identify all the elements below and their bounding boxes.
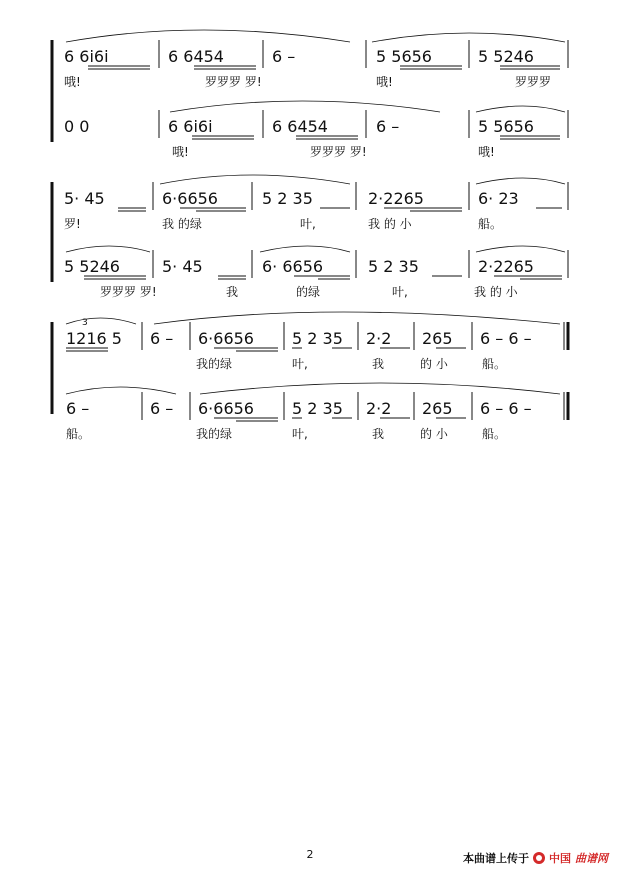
lyric: 叶,: [292, 357, 308, 371]
staff-1-upper: [64, 30, 565, 89]
measure-notes: 5 5656: [478, 117, 534, 136]
lyric: 的 小: [420, 427, 448, 441]
footer-brand-cn: 中国: [549, 852, 571, 865]
measure-notes: 5 2 35: [368, 257, 419, 276]
lyric: 我: [226, 285, 239, 299]
measure-notes: 5 5246: [64, 257, 120, 276]
measure-notes: 6 –: [272, 47, 296, 66]
lyric: 罗罗罗 罗!: [100, 285, 157, 299]
tuplet-mark: 3: [82, 318, 88, 328]
measure-notes: 6·6656: [162, 189, 218, 208]
lyric: 罗罗罗: [515, 75, 552, 89]
system-2: [52, 175, 568, 299]
system-3: [52, 312, 568, 441]
lyric: 哦!: [376, 75, 393, 89]
lyric: 我 的绿: [162, 217, 202, 231]
measure-notes: 5 2 35: [292, 329, 343, 348]
measure-notes: 6· 6656: [262, 257, 324, 276]
lyric: 哦!: [172, 145, 189, 159]
measure-notes: 6· 23: [478, 189, 519, 208]
staff-2-lower: [64, 246, 565, 299]
measure-notes: 2·2: [366, 329, 392, 348]
lyric: 叶,: [292, 427, 308, 441]
site-logo-icon: [533, 852, 545, 864]
lyric: 罗!: [64, 217, 81, 231]
lyric: 我的绿: [196, 427, 233, 441]
measure-notes: 6 – 6 –: [480, 399, 532, 418]
measure-notes: 5 2 35: [262, 189, 313, 208]
lyric: 我 的 小: [368, 217, 412, 231]
measure-notes: 5 5246: [478, 47, 534, 66]
lyric: 船。: [66, 427, 91, 441]
footer-brand-site: 曲谱网: [575, 852, 608, 865]
measure-notes: 6 –: [150, 329, 174, 348]
measure-notes: 265: [422, 329, 453, 348]
lyric: 的绿: [296, 285, 321, 299]
measure-notes: 6 6454: [168, 47, 224, 66]
lyric: 船。: [482, 427, 507, 441]
lyric: 哦!: [478, 145, 495, 159]
measure-notes: 265: [422, 399, 453, 418]
lyric: 叶,: [392, 285, 408, 299]
measure-notes: 5 2 35: [292, 399, 343, 418]
lyric: 我的绿: [196, 357, 233, 371]
lyric: 罗罗罗 罗!: [205, 75, 262, 89]
staff-3-upper: [66, 312, 560, 371]
measure-notes: 6 6454: [272, 117, 328, 136]
footer-credit: [463, 850, 608, 866]
lyric: 的 小: [420, 357, 448, 371]
lyric: 哦!: [64, 75, 81, 89]
measure-notes: 2·2: [366, 399, 392, 418]
measure-notes: 6·6656: [198, 399, 254, 418]
measure-notes: 2·2265: [368, 189, 424, 208]
measure-notes: 6 6i6i: [64, 47, 109, 66]
system-1: [52, 30, 568, 159]
measure-notes: 5 5656: [376, 47, 432, 66]
measure-notes: 2·2265: [478, 257, 534, 276]
lyric: 船。: [478, 217, 503, 231]
measure-notes: 6 6i6i: [168, 117, 213, 136]
measure-notes: 6 –: [66, 399, 90, 418]
measure-notes: 1216 5: [66, 329, 122, 348]
lyric: 罗罗罗 罗!: [310, 145, 367, 159]
lyric: 我 的 小: [474, 285, 518, 299]
staff-2-upper: [64, 175, 565, 231]
staff-1-lower: [64, 101, 565, 159]
lyric: 我: [372, 427, 385, 441]
measure-notes: 0 0: [64, 117, 90, 136]
measure-notes: 6 – 6 –: [480, 329, 532, 348]
footer-upload-text: 本曲谱上传于: [463, 852, 529, 865]
measure-notes: 6 –: [376, 117, 400, 136]
measure-notes: 5· 45: [162, 257, 203, 276]
staff-3-lower: [66, 383, 560, 441]
lyric: 船。: [482, 357, 507, 371]
page-number: 2: [306, 848, 314, 861]
measure-notes: 6 –: [150, 399, 174, 418]
lyric: 我: [372, 357, 385, 371]
measure-notes: 6·6656: [198, 329, 254, 348]
measure-notes: 5· 45: [64, 189, 105, 208]
lyric: 叶,: [300, 217, 316, 231]
